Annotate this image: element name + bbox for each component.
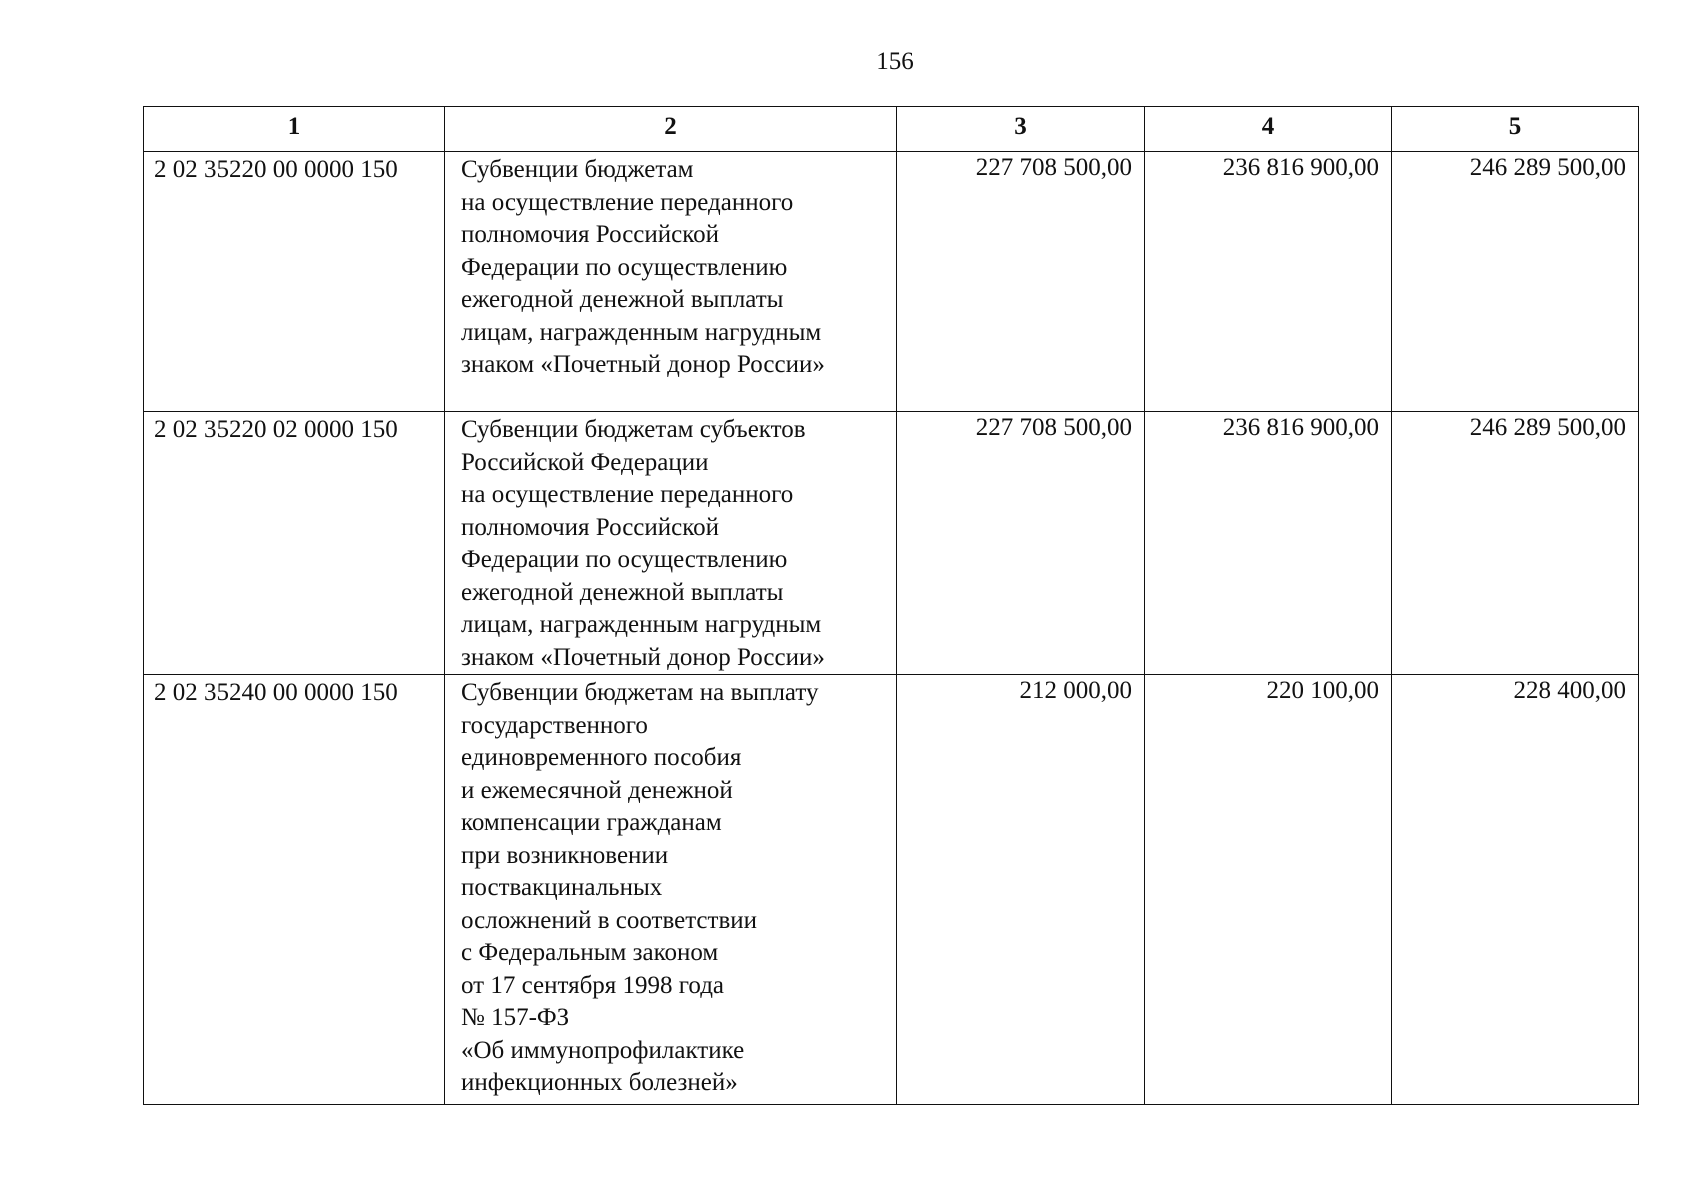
name-line: Субвенции бюджетам на выплату — [461, 679, 819, 706]
name-line: единовременного пособия — [461, 744, 742, 771]
row-col4-amount: 220 100,00 — [1145, 675, 1392, 1105]
row-col3-amount: 227 708 500,00 — [897, 412, 1145, 675]
row-col3-amount: 227 708 500,00 — [897, 152, 1145, 412]
header-col-4: 4 — [1145, 107, 1392, 152]
name-line: и ежемесячной денежной — [461, 776, 733, 804]
name-line: полномочия Российской — [461, 221, 720, 248]
row-col5-amount: 246 289 500,00 — [1392, 412, 1639, 675]
name-line: Субвенции бюджетам субъектов — [461, 416, 806, 443]
table-row — [144, 152, 1639, 412]
row-name — [445, 152, 897, 412]
name-line: компенсации гражданам — [461, 809, 722, 836]
name-line: ежегодной денежной выплаты — [461, 286, 784, 313]
name-line: лицам, награжденным нагрудным — [461, 318, 822, 346]
name-line: полномочия Российской — [461, 513, 720, 541]
name-line: от 17 сентября 1998 года — [461, 971, 725, 999]
name-line: поствакцинальных — [461, 874, 663, 901]
header-col-5: 5 — [1392, 107, 1639, 152]
row-col4-amount: 236 816 900,00 — [1145, 412, 1392, 675]
header-col-1: 1 — [144, 107, 445, 152]
name-line: знаком «Почетный донор России» — [461, 351, 825, 378]
name-line: ежегодной денежной выплаты — [461, 578, 784, 606]
row-col5-amount: 246 289 500,00 — [1392, 152, 1639, 412]
name-line: Субвенции бюджетам — [461, 156, 694, 183]
name-line: «Об иммунопрофилактике — [461, 1036, 745, 1064]
page-number: 156 — [876, 48, 914, 75]
name-line: Федерации по осуществлению — [461, 546, 788, 573]
row-col3-amount: 212 000,00 — [897, 675, 1145, 1105]
header-col-3: 3 — [897, 107, 1145, 152]
row-name — [445, 675, 897, 1105]
name-line: инфекционных болезней» — [461, 1069, 738, 1096]
row-code: 2 02 35240 00 0000 150 — [144, 675, 445, 1105]
name-line: № 157-ФЗ — [461, 1004, 570, 1031]
header-col-2: 2 — [445, 107, 897, 152]
name-line: на осуществление переданного — [461, 481, 794, 508]
row-code: 2 02 35220 00 0000 150 — [144, 152, 445, 412]
row-name — [445, 412, 897, 675]
name-line: Федерации по осуществлению — [461, 253, 788, 281]
row-code: 2 02 35220 02 0000 150 — [144, 412, 445, 675]
table-header-row — [144, 107, 1639, 152]
table-row — [144, 412, 1639, 675]
name-line: при возникновении — [461, 841, 669, 869]
name-line: на осуществление переданного — [461, 188, 794, 216]
name-line: с Федеральным законом — [461, 939, 719, 966]
name-line: знаком «Почетный донор России» — [461, 643, 825, 671]
budget-table — [143, 106, 1639, 1105]
name-line: государственного — [461, 711, 648, 739]
row-col4-amount: 236 816 900,00 — [1145, 152, 1392, 412]
name-line: осложнений в соответствии — [461, 906, 758, 934]
row-col5-amount: 228 400,00 — [1392, 675, 1639, 1105]
name-line: лицам, награжденным нагрудным — [461, 611, 822, 638]
name-line: Российской Федерации — [461, 448, 709, 476]
table-row — [144, 675, 1639, 1105]
